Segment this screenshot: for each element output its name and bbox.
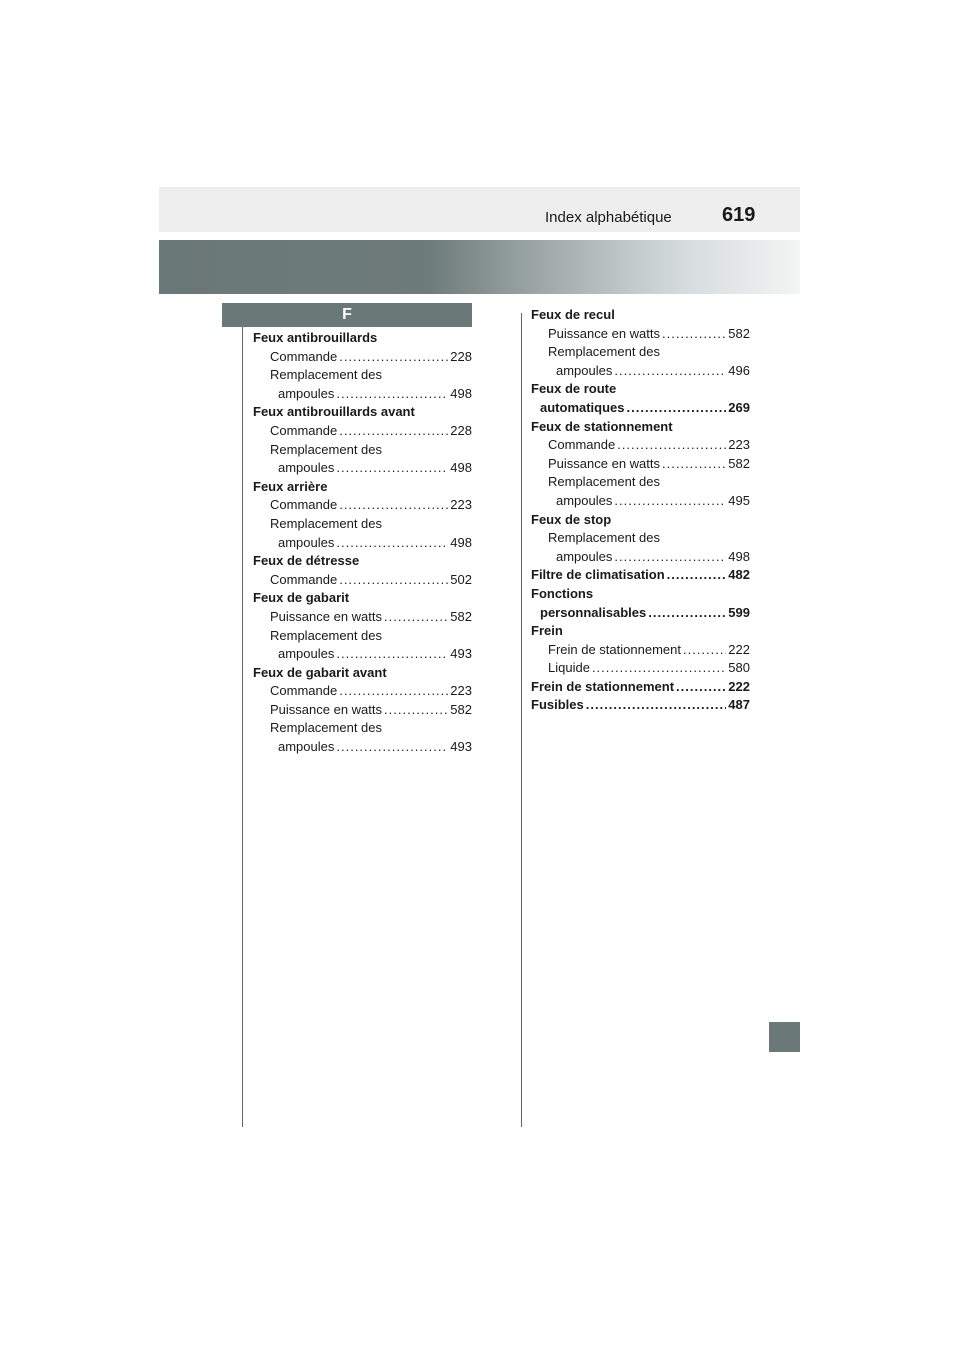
index-entry-label: Commande bbox=[270, 683, 338, 699]
chapter-tab-marker bbox=[769, 1022, 800, 1052]
index-entry bbox=[531, 529, 750, 548]
dot-leader bbox=[336, 459, 448, 478]
index-entry bbox=[531, 622, 750, 641]
index-entry-label: Fusibles bbox=[531, 697, 584, 713]
index-page-ref: 599 bbox=[728, 604, 750, 620]
index-entry-label: Frein de stationnement bbox=[548, 641, 681, 657]
index-entry bbox=[253, 627, 472, 646]
index-entry bbox=[253, 664, 472, 683]
index-entry bbox=[531, 585, 750, 604]
index-entry bbox=[253, 552, 472, 571]
index-page-ref: 495 bbox=[728, 492, 750, 508]
index-entry-label: Commande bbox=[270, 497, 338, 513]
index-entry-label: Feux de gabarit avant bbox=[253, 664, 387, 680]
dot-leader bbox=[617, 436, 726, 455]
index-page-ref: 228 bbox=[450, 422, 472, 438]
index-entry-label: Remplacement des bbox=[270, 627, 382, 643]
index-entry-label: automatiques bbox=[540, 399, 625, 415]
index-entry bbox=[531, 399, 750, 418]
index-page-ref: 582 bbox=[450, 608, 472, 624]
index-entry-label: Fonctions bbox=[531, 585, 594, 601]
index-entry bbox=[253, 403, 472, 422]
dot-leader bbox=[614, 362, 726, 381]
index-entry bbox=[531, 473, 750, 492]
dot-leader bbox=[586, 696, 727, 715]
dot-leader bbox=[662, 455, 726, 474]
index-page-ref: 493 bbox=[450, 646, 472, 662]
dot-leader bbox=[614, 548, 726, 567]
header-band bbox=[159, 187, 800, 232]
index-page-ref: 580 bbox=[728, 660, 750, 676]
index-page-ref: 222 bbox=[728, 641, 750, 657]
index-entry-label: ampoules bbox=[278, 646, 335, 662]
index-entry-label: Puissance en watts bbox=[270, 608, 383, 624]
index-entry-label: ampoules bbox=[278, 460, 335, 476]
index-page-ref: 498 bbox=[450, 385, 472, 401]
dot-leader bbox=[592, 659, 726, 678]
index-entry bbox=[531, 641, 750, 660]
dot-leader bbox=[339, 348, 448, 367]
index-entry-label: Feux de stationnement bbox=[531, 418, 673, 434]
decorative-gradient-bar bbox=[159, 240, 800, 294]
index-entry-label: ampoules bbox=[278, 739, 335, 755]
index-entry bbox=[253, 366, 472, 385]
index-entry-label: ampoules bbox=[278, 385, 335, 401]
index-page-ref: 582 bbox=[728, 325, 750, 341]
index-entry bbox=[531, 604, 750, 623]
index-entry bbox=[531, 343, 750, 362]
dot-leader bbox=[339, 682, 448, 701]
index-entry bbox=[253, 534, 472, 553]
index-entry-label: Feux de gabarit bbox=[253, 590, 350, 606]
dot-leader bbox=[336, 385, 448, 404]
index-page-ref: 487 bbox=[728, 697, 750, 713]
index-entry bbox=[531, 455, 750, 474]
index-page-ref: 482 bbox=[728, 567, 750, 583]
left-column-rule bbox=[242, 327, 243, 1127]
index-entry bbox=[253, 738, 472, 757]
index-entry-label: Feux de recul bbox=[531, 307, 615, 322]
index-entry bbox=[531, 678, 750, 697]
index-entry-label: Remplacement des bbox=[548, 344, 660, 360]
dot-leader bbox=[676, 678, 726, 697]
index-entry bbox=[253, 608, 472, 627]
index-entry bbox=[531, 696, 750, 715]
index-page-ref: 493 bbox=[450, 739, 472, 755]
index-entry bbox=[531, 548, 750, 567]
index-entry-label: Feux de route bbox=[531, 381, 617, 397]
index-entry bbox=[531, 566, 750, 585]
index-entry-label: Feux de stop bbox=[531, 511, 612, 527]
index-entry-label: Commande bbox=[270, 422, 338, 438]
index-entry-label: Feux de détresse bbox=[253, 553, 360, 569]
index-page-ref: 502 bbox=[450, 571, 472, 587]
index-page-ref: 223 bbox=[450, 497, 472, 513]
dot-leader bbox=[339, 571, 448, 590]
index-entry-label: Liquide bbox=[548, 660, 590, 676]
index-entry bbox=[253, 329, 472, 348]
dot-leader bbox=[336, 645, 448, 664]
index-entry bbox=[253, 719, 472, 738]
index-page-ref: 223 bbox=[728, 437, 750, 453]
index-entry-label: Frein bbox=[531, 623, 563, 639]
dot-leader bbox=[648, 604, 726, 623]
index-entry-label: Remplacement des bbox=[270, 367, 382, 383]
index-entry bbox=[531, 362, 750, 381]
index-page-ref: 582 bbox=[728, 455, 750, 471]
index-entry bbox=[253, 645, 472, 664]
index-entry-label: ampoules bbox=[556, 362, 613, 378]
index-page-ref: 222 bbox=[728, 678, 750, 694]
dot-leader bbox=[384, 608, 448, 627]
dot-leader bbox=[339, 496, 448, 515]
dot-leader bbox=[339, 422, 448, 441]
index-page-ref: 496 bbox=[728, 362, 750, 378]
dot-leader bbox=[683, 641, 726, 660]
index-page-ref: 498 bbox=[450, 534, 472, 550]
index-entry bbox=[531, 418, 750, 437]
index-entry-label: Puissance en watts bbox=[548, 325, 661, 341]
index-entry bbox=[531, 492, 750, 511]
index-entry bbox=[531, 325, 750, 344]
index-page-ref: 582 bbox=[450, 701, 472, 717]
dot-leader bbox=[667, 566, 727, 585]
page-number: 619 bbox=[722, 204, 756, 226]
index-entry bbox=[253, 441, 472, 460]
index-entry-label: Remplacement des bbox=[270, 720, 382, 736]
dot-leader bbox=[336, 738, 448, 757]
index-entry-label: Feux arrière bbox=[253, 478, 328, 494]
index-entry-label: personnalisables bbox=[540, 604, 647, 620]
index-entry bbox=[253, 589, 472, 608]
index-entry-label: Remplacement des bbox=[270, 441, 382, 457]
index-column-left bbox=[253, 329, 472, 757]
index-column-right bbox=[531, 306, 750, 715]
index-entry-label: Remplacement des bbox=[270, 515, 382, 531]
index-entry-label: ampoules bbox=[556, 548, 613, 564]
index-entry bbox=[531, 436, 750, 455]
dot-leader bbox=[336, 534, 448, 553]
index-entry-label: Puissance en watts bbox=[270, 701, 383, 717]
index-entry-label: Remplacement des bbox=[548, 474, 660, 490]
index-entry-label: ampoules bbox=[278, 534, 335, 550]
index-entry-label: Frein de stationnement bbox=[531, 678, 675, 694]
index-entry-label: Feux antibrouillards bbox=[253, 330, 378, 345]
index-entry bbox=[253, 682, 472, 701]
index-entry-label: Commande bbox=[270, 348, 338, 364]
index-page-ref: 498 bbox=[728, 548, 750, 564]
index-entry-label: Filtre de climatisation bbox=[531, 567, 665, 583]
index-entry-label: Remplacement des bbox=[548, 530, 660, 546]
index-entry bbox=[253, 515, 472, 534]
dot-leader bbox=[384, 701, 448, 720]
dot-leader bbox=[627, 399, 727, 418]
index-page-ref: 269 bbox=[728, 399, 750, 415]
index-entry bbox=[253, 478, 472, 497]
dot-leader bbox=[614, 492, 726, 511]
section-letter-header: F bbox=[222, 303, 472, 327]
index-entry-label: Commande bbox=[548, 437, 616, 453]
index-page-ref: 498 bbox=[450, 460, 472, 476]
right-column-rule bbox=[521, 313, 522, 1127]
index-entry-label: Commande bbox=[270, 571, 338, 587]
index-entry-label: ampoules bbox=[556, 492, 613, 508]
index-entry bbox=[253, 385, 472, 404]
page-title: Index alphabétique bbox=[545, 209, 672, 226]
index-entry bbox=[531, 511, 750, 530]
index-entry bbox=[531, 659, 750, 678]
index-entry bbox=[253, 348, 472, 367]
index-entry-label: Puissance en watts bbox=[548, 455, 661, 471]
index-entry bbox=[253, 571, 472, 590]
index-entry-label: Feux antibrouillards avant bbox=[253, 404, 415, 420]
index-page-ref: 228 bbox=[450, 348, 472, 364]
dot-leader bbox=[662, 325, 726, 344]
index-entry bbox=[531, 306, 750, 325]
index-entry bbox=[253, 496, 472, 515]
index-page-ref: 223 bbox=[450, 683, 472, 699]
index-entry bbox=[253, 701, 472, 720]
index-entry bbox=[531, 380, 750, 399]
index-entry bbox=[253, 422, 472, 441]
index-entry bbox=[253, 459, 472, 478]
